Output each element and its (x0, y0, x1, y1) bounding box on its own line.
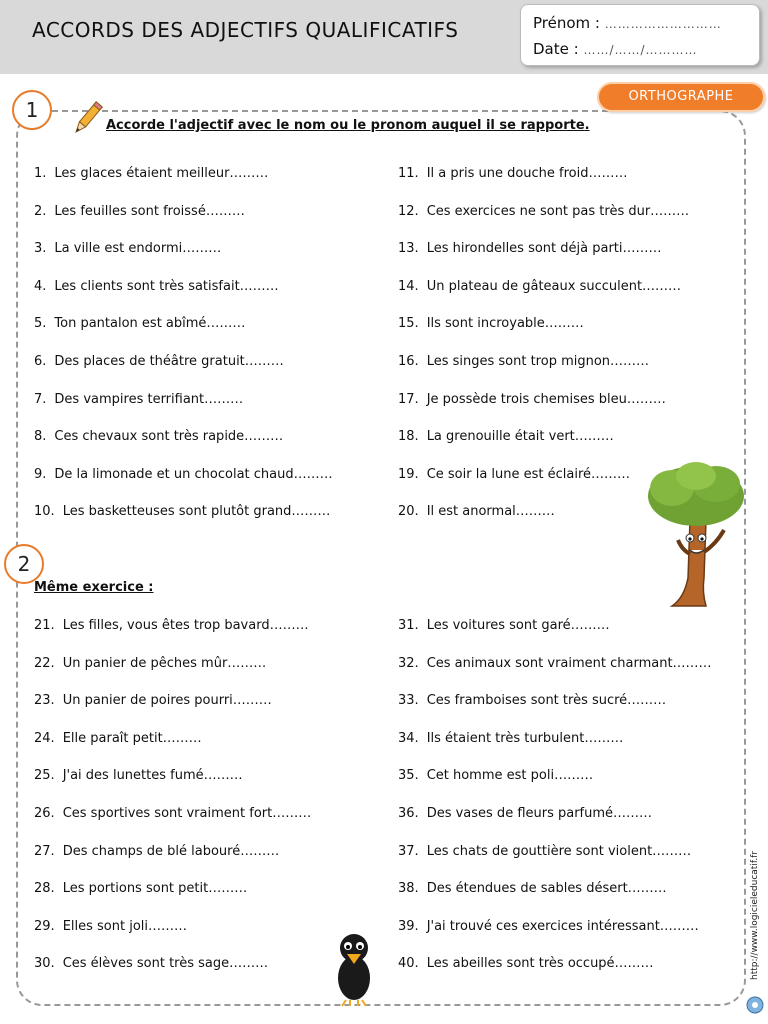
item-number: 4. (34, 278, 47, 294)
exercise-item[interactable] (398, 504, 555, 519)
item-sentence: Ces framboises sont très sucré……… (426, 693, 667, 709)
item-number: 25. (34, 768, 55, 784)
item-number: 9. (34, 466, 47, 482)
item-sentence: Les singes sont trop mignon……… (426, 354, 650, 369)
item-sentence: Des étendues de sables désert……… (426, 881, 667, 897)
item-number: 13. (398, 241, 419, 257)
exercise-item[interactable] (398, 919, 699, 934)
item-sentence: Des places de théâtre gratuit……… (54, 354, 284, 369)
item-number: 31. (398, 618, 419, 633)
prenom-label: Prénom : (533, 14, 600, 32)
exercise-item[interactable] (34, 693, 272, 708)
item-sentence: Elles sont joli……… (62, 918, 188, 934)
exercise-item[interactable] (34, 844, 279, 859)
item-number: 38. (398, 881, 419, 897)
exercise-item[interactable] (398, 429, 614, 444)
item-sentence: La grenouille était vert……… (426, 429, 614, 445)
exercise-item[interactable] (398, 693, 666, 708)
item-number: 35. (398, 768, 419, 784)
item-number: 15. (398, 316, 419, 332)
exercise-item[interactable] (398, 731, 623, 746)
exercise-item[interactable] (34, 919, 187, 934)
item-sentence: Les glaces étaient meilleur……… (54, 166, 269, 181)
item-number: 29. (34, 918, 55, 934)
exercise-item[interactable] (34, 956, 268, 971)
item-sentence: Je possède trois chemises bleu……… (426, 391, 666, 407)
tree-character-icon (644, 460, 748, 612)
exercise-item[interactable] (34, 467, 333, 482)
exercise-item[interactable] (34, 806, 311, 821)
item-number: 20. (398, 504, 419, 520)
item-sentence: Les hirondelles sont déjà parti……… (426, 241, 662, 257)
item-sentence: Les basketteuses sont plutôt grand……… (62, 504, 331, 520)
section-1-number: 1 (12, 90, 52, 130)
item-number: 22. (34, 655, 55, 671)
exercise-item[interactable] (398, 844, 691, 859)
item-sentence: Les chats de gouttière sont violent……… (426, 843, 692, 859)
item-number: 28. (34, 881, 55, 897)
item-sentence: Des vases de fleurs parfumé……… (426, 806, 653, 821)
exercise-item[interactable] (398, 881, 667, 896)
date-field[interactable] (533, 37, 747, 63)
exercise-item[interactable] (398, 316, 584, 331)
item-sentence: Les feuilles sont froissé……… (54, 203, 245, 219)
exercise-item[interactable] (34, 504, 330, 519)
item-sentence: Ces animaux sont vraiment charmant……… (426, 655, 712, 671)
item-sentence: Ce soir la lune est éclairé……… (426, 466, 631, 482)
item-number: 40. (398, 956, 419, 972)
item-number: 16. (398, 354, 419, 369)
item-sentence: Ces chevaux sont très rapide……… (54, 429, 284, 445)
item-sentence: Un panier de pêches mûr……… (62, 655, 267, 671)
item-number: 37. (398, 843, 419, 859)
item-sentence: Les abeilles sont très occupé……… (426, 956, 654, 972)
item-number: 30. (34, 956, 55, 972)
item-sentence: Il est anormal……… (426, 504, 555, 520)
item-number: 1. (34, 166, 47, 181)
exercise-item[interactable] (398, 241, 662, 256)
item-sentence: La ville est endormi……… (54, 241, 222, 257)
item-number: 10. (34, 504, 55, 520)
item-sentence: Ces sportives sont vraiment fort……… (62, 806, 312, 821)
item-sentence: Les clients sont très satisfait……… (54, 278, 279, 294)
item-number: 11. (398, 166, 419, 181)
item-number: 5. (34, 316, 47, 332)
item-sentence: J'ai des lunettes fumé……… (62, 768, 243, 784)
exercise-item[interactable] (398, 467, 630, 482)
exercise-item[interactable] (34, 316, 245, 331)
exercise-item[interactable] (34, 618, 309, 633)
exercise-item[interactable] (34, 768, 243, 783)
item-number: 33. (398, 693, 419, 709)
page-title: ACCORDS DES ADJECTIFS QUALIFICATIFS (32, 18, 459, 42)
item-sentence: Il a pris une douche froid……… (426, 166, 628, 181)
item-number: 26. (34, 806, 55, 821)
item-sentence: J'ai trouvé ces exercices intéressant……… (426, 918, 699, 934)
crow-icon (330, 930, 378, 1008)
date-dots: ……/……/………… (583, 43, 698, 57)
exercise-item[interactable] (398, 806, 652, 821)
item-sentence: Ils étaient très turbulent……… (426, 730, 624, 746)
item-number: 34. (398, 730, 419, 746)
item-number: 23. (34, 693, 55, 709)
item-sentence: Ils sont incroyable……… (426, 316, 584, 332)
item-number: 21. (34, 618, 55, 633)
exercise-item[interactable] (398, 166, 628, 181)
exercise-item[interactable] (398, 354, 649, 369)
item-number: 12. (398, 203, 419, 219)
section-2-number: 2 (4, 544, 44, 584)
item-sentence: Ces exercices ne sont pas très dur……… (426, 203, 690, 219)
item-sentence: Cet homme est poli……… (426, 768, 594, 784)
logo-icon (746, 996, 764, 1014)
website-url[interactable]: http://www.logicieleducatif.fr (750, 850, 760, 980)
section-1-instruction: Accorde l'adjectif avec le nom ou le pronom auquel il se rapporte. (106, 118, 590, 133)
exercise-item[interactable] (34, 166, 268, 181)
item-number: 6. (34, 354, 47, 369)
item-number: 19. (398, 466, 419, 482)
date-label: Date : (533, 40, 579, 58)
prenom-dots: ……………………… (604, 17, 722, 31)
item-number: 24. (34, 730, 55, 746)
exercise-item[interactable] (34, 354, 284, 369)
item-number: 39. (398, 918, 419, 934)
item-number: 17. (398, 391, 419, 407)
exercise-item[interactable] (34, 241, 221, 256)
exercise-item[interactable] (34, 392, 243, 407)
item-sentence: Un plateau de gâteaux succulent……… (426, 278, 682, 294)
item-sentence: Des vampires terrifiant……… (54, 391, 244, 407)
item-number: 8. (34, 429, 47, 445)
exercise-item[interactable] (398, 204, 689, 219)
item-number: 18. (398, 429, 419, 445)
item-sentence: Les filles, vous êtes trop bavard……… (62, 618, 309, 633)
exercise-item[interactable] (398, 392, 666, 407)
item-sentence: Ton pantalon est abîmé……… (54, 316, 246, 332)
item-number: 14. (398, 278, 419, 294)
item-sentence: Un panier de poires pourri……… (62, 693, 272, 709)
exercise-item[interactable] (34, 656, 266, 671)
exercise-item[interactable] (34, 204, 245, 219)
section-2-title: Même exercice : (34, 580, 154, 595)
exercise-item[interactable] (34, 279, 279, 294)
item-number: 3. (34, 241, 47, 257)
prenom-field[interactable] (533, 11, 747, 37)
exercise-item[interactable] (398, 768, 593, 783)
exercise-item[interactable] (34, 881, 247, 896)
item-sentence: Des champs de blé labouré……… (62, 843, 280, 859)
exercise-item[interactable] (398, 656, 712, 671)
item-number: 27. (34, 843, 55, 859)
exercise-item[interactable] (398, 279, 681, 294)
item-number: 7. (34, 391, 47, 407)
subject-badge: ORTHOGRAPHE (597, 82, 765, 112)
item-sentence: Les voitures sont garé……… (426, 618, 610, 633)
item-sentence: Ces élèves sont très sage……… (62, 956, 269, 972)
name-date-box (520, 4, 760, 66)
exercise-item[interactable] (34, 731, 202, 746)
item-sentence: Les portions sont petit……… (62, 881, 248, 897)
exercise-item[interactable] (398, 956, 654, 971)
item-sentence: Elle paraît petit……… (62, 730, 202, 746)
exercise-item[interactable] (34, 429, 283, 444)
item-number: 32. (398, 655, 419, 671)
item-sentence: De la limonade et un chocolat chaud……… (54, 466, 333, 482)
pencil-icon (66, 98, 108, 140)
item-number: 2. (34, 203, 47, 219)
exercise-item[interactable] (398, 618, 610, 633)
item-number: 36. (398, 806, 419, 821)
